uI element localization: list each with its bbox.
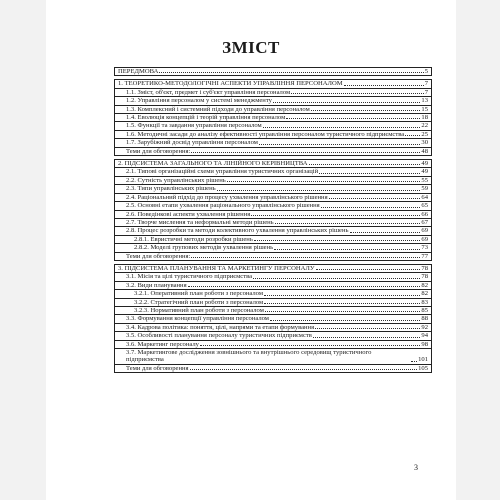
toc-row-section: [115, 227, 432, 235]
dot-leader: [191, 257, 420, 258]
toc-row-chapter: [115, 160, 432, 168]
toc-entry-page: 101: [418, 356, 428, 364]
dot-leader: [190, 369, 418, 370]
dot-leader: [259, 144, 420, 145]
dot-leader: [319, 173, 420, 174]
toc-entry-title: 1.3. Комплексний і системний підходи до управління персоналом: [126, 105, 310, 113]
toc-entry-page: 67: [421, 218, 428, 226]
dot-leader: [329, 198, 421, 199]
toc-row-section: [115, 105, 432, 113]
toc-row-section: [115, 315, 432, 323]
toc-row-section: [115, 97, 432, 105]
toc-row-chapter: [115, 80, 432, 88]
toc-entry-page: 92: [421, 323, 428, 331]
toc-entry-title: 3.7. Маркетингове дослідження зовнішнього та внутрішнього середовищ туристичного підприємства: [126, 349, 372, 364]
toc-row-section: [115, 139, 432, 147]
toc-entry-page: 77: [421, 252, 428, 260]
page-number: 3: [414, 463, 418, 472]
dot-leader: [344, 85, 424, 86]
dot-leader: [275, 223, 421, 224]
toc-row-section: [115, 218, 432, 226]
dot-leader: [263, 127, 421, 128]
toc-entry-title: 2.8.2. Моделі групових методів ухвалення рішень: [134, 244, 274, 252]
toc-entry-title: 1.4. Еволюція концепцій і теорій управління персоналом: [126, 114, 286, 122]
dot-leader: [321, 207, 421, 208]
toc-entry-title: 1. ТЕОРЕТИКО-МЕТОДОЛОГІЧНІ АСПЕКТИ УПРАВЛІННЯ ПЕРСОНАЛОМ: [118, 80, 343, 88]
book-page: [46, 0, 456, 500]
toc-entry-page: 25: [421, 130, 428, 138]
dot-leader: [315, 328, 420, 329]
toc-entry-page: 69: [421, 227, 428, 235]
toc-entry-page: 5: [424, 68, 428, 75]
toc-row-section: [115, 88, 432, 96]
toc-row-section: [115, 193, 432, 201]
toc-entry-page: 105: [418, 364, 428, 372]
toc-entry-page: 78: [421, 264, 428, 272]
toc-entry-title: 2.2. Сутність управлінських рішень: [126, 176, 226, 184]
toc-entry-title: Теми для обговорення: [126, 364, 189, 372]
toc-entry-title: 2.8. Процес розробки та методи колективного ухвалення управлінських рішень: [126, 227, 349, 235]
toc-entry-title: 1.1. Зміст, об'єкт, предмет і суб'єкт управління персоналом: [126, 88, 291, 96]
toc-entry-page: 22: [421, 122, 428, 130]
toc-row-section: [115, 122, 432, 130]
toc-entry-title: ПЕРЕДМОВА: [118, 68, 159, 75]
table-of-contents: [114, 67, 432, 373]
toc-entry-page: 94: [421, 332, 428, 340]
toc-entry-page: 59: [421, 185, 428, 193]
toc-entry-page: 64: [421, 193, 428, 201]
toc-entry-page: 13: [421, 97, 428, 105]
dot-leader: [311, 110, 421, 111]
toc-entry-page: 83: [421, 298, 428, 306]
dot-leader: [264, 303, 420, 304]
dot-leader: [316, 269, 421, 270]
dot-leader: [411, 361, 417, 362]
toc-row-section: [115, 281, 432, 289]
toc-row-chapter: [115, 264, 432, 272]
toc-row-section: [115, 185, 432, 193]
toc-row-section: [115, 244, 432, 252]
toc-entry-title: 3.2.2. Стратегічний план роботи з персоналом: [134, 298, 264, 306]
toc-entry-page: 55: [421, 176, 428, 184]
toc-entry-title: 2.7. Творче мислення та неформальні методи рішень: [126, 218, 274, 226]
toc-entry-page: 65: [421, 202, 428, 210]
toc-entry-page: 15: [421, 105, 428, 113]
dot-leader: [254, 240, 421, 241]
dot-leader: [286, 118, 420, 119]
dot-leader: [217, 190, 421, 191]
dot-leader: [191, 152, 420, 153]
dot-leader: [253, 278, 420, 279]
dot-leader: [227, 181, 421, 182]
toc-row-section: [115, 176, 432, 184]
toc-entry-page: 88: [421, 315, 428, 323]
dot-leader: [265, 311, 421, 312]
toc-entry-title: 3.2.1. Оперативний план роботи з персоналом: [134, 290, 264, 298]
toc-row-section: [115, 340, 432, 348]
dot-leader: [159, 72, 423, 73]
toc-entry-page: 30: [421, 139, 428, 147]
toc-row-section: [115, 202, 432, 210]
toc-entry-title: 1.6. Методичні засади до аналізу ефективності управління персоналом туристичного підприємства: [126, 130, 405, 138]
toc-entry-page: 73: [421, 244, 428, 252]
toc-entry-title: 3.3. Формування концепції управління персоналом: [126, 315, 269, 323]
toc-entry-title: 3.2.3. Нормативний план роботи з персоналом: [134, 306, 264, 314]
toc-entry-title: 2.6. Поведінкові аспекти ухвалення рішення: [126, 210, 251, 218]
toc-row-section: [115, 323, 432, 331]
toc-entry-title: 3.2. Види планування: [126, 281, 187, 289]
toc-entry-title: 3.1. Місія та цілі туристичного підприємства: [126, 273, 253, 281]
toc-row-intro: [115, 68, 432, 76]
toc-entry-page: 98: [421, 340, 428, 348]
toc-entry-title: 2.8.1. Евристичні методи розробки рішень: [134, 235, 253, 243]
toc-entry-title: 2.3. Типи управлінських рішень: [126, 185, 216, 193]
toc-row-section: [115, 273, 432, 281]
toc-entry-page: 82: [421, 290, 428, 298]
toc-row-section: [115, 252, 432, 260]
dot-leader: [313, 337, 420, 338]
toc-entry-page: 7: [424, 88, 428, 96]
toc-entry-page: 85: [421, 306, 428, 314]
toc-row-section: [115, 349, 432, 365]
toc-row-section: [115, 364, 432, 372]
toc-entry-page: 7: [424, 80, 428, 88]
toc-entry-page: 49: [421, 160, 428, 168]
dot-leader: [274, 249, 420, 250]
dot-leader: [270, 320, 420, 321]
toc-row-section: [115, 290, 432, 298]
toc-entry-page: 78: [421, 273, 428, 281]
toc-entry-page: 48: [421, 147, 428, 155]
toc-entry-title: 1.5. Функції та завдання управління персоналом: [126, 122, 262, 130]
toc-entry-title: 2.4. Раціональний підхід до процесу ухвалення управлінського рішення: [126, 193, 328, 201]
toc-entry-title: 1.7. Зарубіжний досвід управління персоналом: [126, 139, 258, 147]
dot-leader: [251, 215, 420, 216]
dot-leader: [309, 164, 421, 165]
toc-entry-title: 2.1. Типові організаційні схеми управління туристичних організацій: [126, 168, 319, 176]
toc-row-section: [115, 306, 432, 314]
toc-row-section: [115, 332, 432, 340]
toc-entry-page: 49: [421, 168, 428, 176]
toc-entry-title: 3.6. Маркетинг персоналу: [126, 340, 199, 348]
toc-entry-title: 1.2. Управління персоналом у системі менеджменту: [126, 97, 272, 105]
toc-entry-title: Теми для обговорення:: [126, 147, 191, 155]
toc-row-section: [115, 210, 432, 218]
toc-entry-page: 18: [421, 114, 428, 122]
dot-leader: [264, 295, 420, 296]
dot-leader: [291, 93, 424, 94]
toc-entry-title: 3. ПІДСИСТЕМА ПЛАНУВАННЯ ТА МАРКЕТИНГУ ПЕРСОНАЛУ: [118, 264, 315, 272]
toc-row-section: [115, 147, 432, 155]
toc-entry-title: 3.4. Кадрова політика: поняття, цілі, напрями та етапи формування: [126, 323, 315, 331]
toc-entry-title: 2.5. Основні етапи ухвалення раціонального управлінського рішення: [126, 202, 320, 210]
toc-entry-title: 3.5. Особливості планування персоналу туристичних підприємств: [126, 332, 312, 340]
toc-entry-page: 69: [421, 235, 428, 243]
dot-leader: [188, 286, 421, 287]
toc-row-section: [115, 168, 432, 176]
toc-row-section: [115, 235, 432, 243]
dot-leader: [200, 345, 420, 346]
toc-entry-page: 66: [421, 210, 428, 218]
toc-entry-page: 82: [421, 281, 428, 289]
toc-row-section: [115, 130, 432, 138]
toc-entry-title: Теми для обговорення:: [126, 252, 191, 260]
dot-leader: [273, 102, 420, 103]
dot-leader: [350, 232, 421, 233]
toc-entry-title: 2. ПІДСИСТЕМА ЗАГАЛЬНОГО ТА ЛІНІЙНОГО КЕРІВНИЦТВА: [118, 160, 308, 168]
dot-leader: [405, 135, 420, 136]
toc-row-section: [115, 298, 432, 306]
page-title: ЗМІСТ: [222, 38, 280, 57]
toc-row-section: [115, 114, 432, 122]
